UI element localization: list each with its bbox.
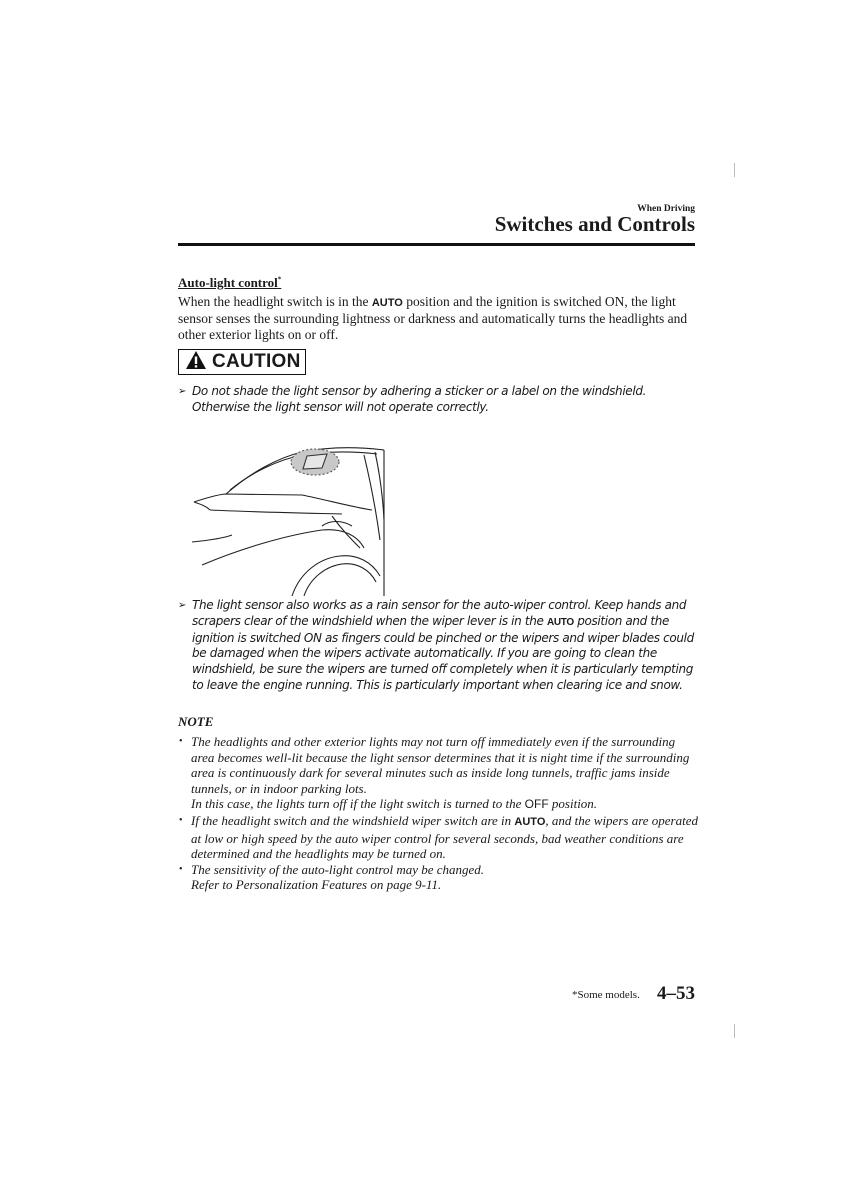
- edge-tick-bottom: [734, 1024, 735, 1038]
- arrow-bullet-icon: ➢: [178, 600, 187, 611]
- note-item-text-after: , and the wipers are operated at low or high speed by the auto wiper control for several seconds, bad weather conditions are determined and the headlights may be turned on.: [191, 812, 699, 862]
- intro-text-after: position and the ignition is switched ON, the light sensor senses the surrounding lightness or darkness and automatically turns the headlights and other exterior lights on or off.: [178, 294, 688, 342]
- bullet-dot-icon: •: [179, 863, 183, 875]
- arrow-bullet-icon: ➢: [178, 386, 187, 397]
- note-item-text-before: In this case, the lights turn off if the light switch is turned to the: [191, 796, 522, 812]
- intro-paragraph: [178, 294, 698, 343]
- auto-position-label: AUTO: [547, 616, 574, 628]
- note-heading: NOTE: [178, 714, 214, 729]
- note-list: [178, 734, 700, 893]
- some-models-mark: *: [277, 275, 282, 284]
- intro-text-before: When the headlight switch is in the: [178, 294, 369, 309]
- edge-tick-top: [734, 163, 735, 177]
- note-item: [178, 734, 700, 813]
- page-reference: Refer to Personalization Features on page 9-11.: [191, 877, 442, 893]
- caution-text-before: The light sensor also works as a rain sensor for the auto-wiper control. Keep hands and scrapers clear of the windshield when the wiper lever is in the: [192, 598, 687, 628]
- light-sensor-illustration: [192, 440, 392, 601]
- page-number: 4–53: [657, 983, 695, 1004]
- caution-item: [178, 598, 698, 694]
- note-item-text-before: If the headlight switch and the windshield wiper switch are in: [191, 812, 512, 828]
- section-label: When Driving: [637, 204, 695, 214]
- caution-box: [178, 349, 306, 375]
- header-divider: [178, 243, 695, 246]
- auto-position-label: AUTO: [371, 297, 403, 309]
- footnote: *Some models.: [572, 989, 640, 1001]
- caution-text-after: position and the ignition is switched ON as fingers could be pinched or the wipers and wiper blades could be damaged when the wipers activate automatically. If you are going to clean the windshield, be sure the wipers are turned off completely when it is particularly tempting to leave the engine running. This is particularly important when clearing ice and snow.: [192, 613, 694, 692]
- bullet-dot-icon: •: [179, 736, 183, 747]
- section-heading: [178, 275, 281, 291]
- auto-position-label: AUTO: [514, 815, 546, 828]
- page-title: Switches and Controls: [494, 212, 695, 236]
- caution-item-text: [192, 598, 698, 694]
- off-position-label: OFF: [524, 797, 549, 812]
- note-item: [178, 862, 700, 893]
- caution-item-text: Do not shade the light sensor by adhering a sticker or a label on the windshield. Otherwise the light sensor will not operate correctly.: [192, 384, 647, 414]
- section-heading-text: Auto-light control: [178, 275, 278, 290]
- bullet-dot-icon: •: [179, 814, 183, 826]
- caution-label: CAUTION: [212, 351, 301, 372]
- caution-item: [178, 384, 698, 416]
- note-item-text: The headlights and other exterior lights may not turn off immediately even if the surrounding area becomes well-lit because the light sensor determines that it is night time if the surrounding area is continuously dark for several minutes such as inside long tunnels, traffic jams inside tunnels, or in indoor parking lots.: [191, 734, 690, 796]
- note-item: [178, 813, 700, 862]
- warning-triangle-icon: [185, 350, 207, 375]
- note-item-text: The sensitivity of the auto-light control may be changed.: [191, 861, 485, 877]
- note-item-text-after: position.: [551, 796, 598, 812]
